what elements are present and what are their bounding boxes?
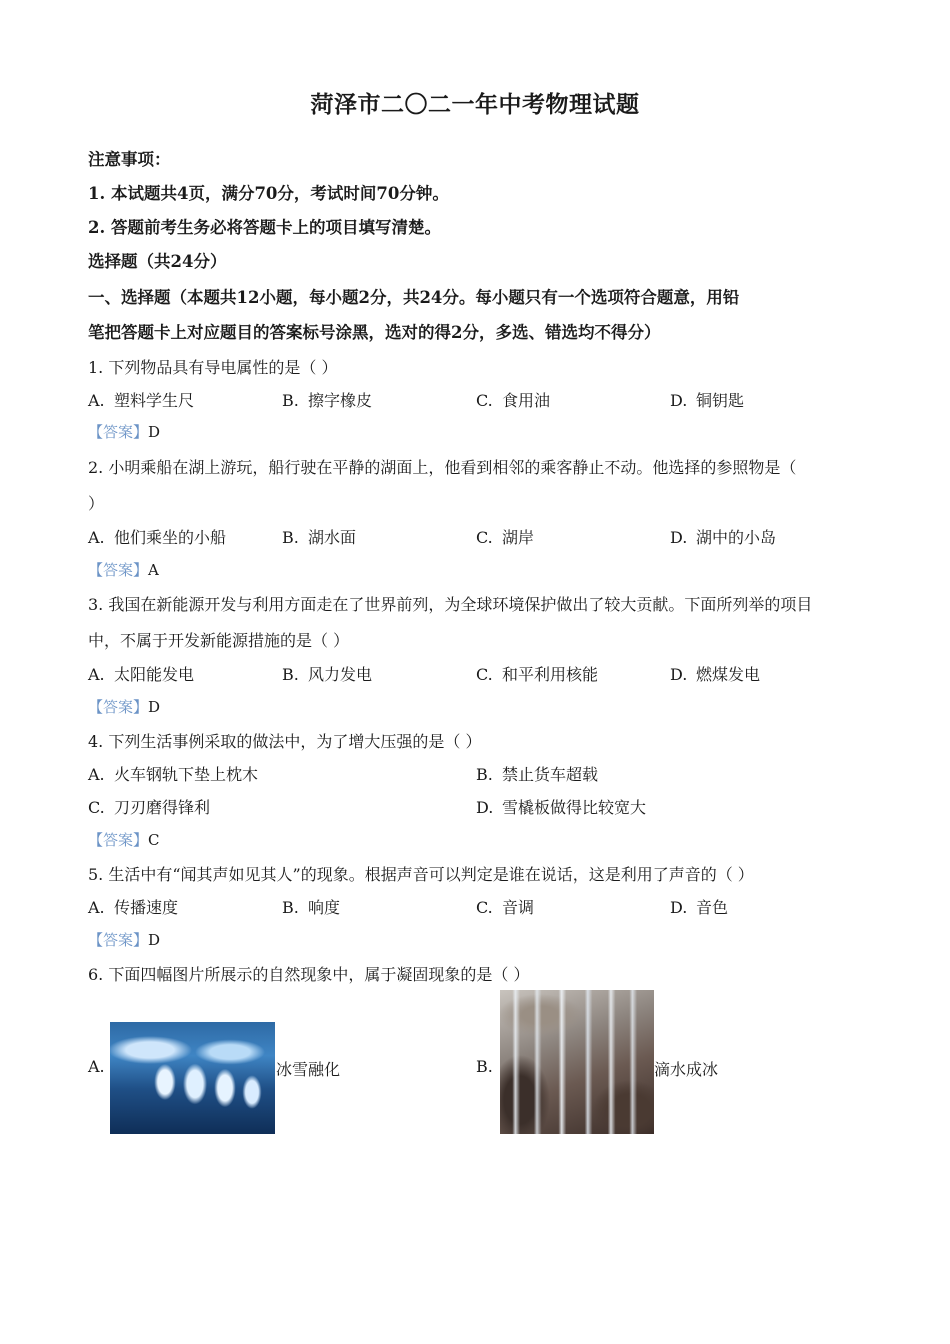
question-3-option-c: C. 和平利用核能 xyxy=(476,665,599,684)
page-title: 菏泽市二〇二一年中考物理试题 xyxy=(310,91,640,118)
section-instruction-line2: 笔把答题卡上对应题目的答案标号涂黑，选对的得2分，多选、错选均不得分） xyxy=(88,323,661,342)
question-1-option-b: B. 擦字橡皮 xyxy=(282,391,373,410)
question-4-option-a: A. 火车钢轨下垫上枕木 xyxy=(88,765,259,784)
section-instruction-line1: 一、选择题（本题共12小题，每小题2分，共24分。每小题只有一个选项符合题意，用铅 xyxy=(88,288,740,307)
question-2-answer: 【答案】A xyxy=(88,561,159,579)
question-5-answer: 【答案】D xyxy=(88,931,161,949)
section-heading: 选择题（共24分） xyxy=(88,252,227,271)
question-1-answer: 【答案】D xyxy=(88,423,161,441)
question-1-option-a: A. 塑料学生尺 xyxy=(88,391,195,410)
question-4-option-b: B. 禁止货车超载 xyxy=(476,765,599,784)
question-5-option-a: A. 传播速度 xyxy=(88,898,179,917)
question-6-option-b-photo xyxy=(500,990,654,1134)
question-6-option-b-label: B. xyxy=(476,1057,493,1076)
question-3-stem-line2: 中，不属于开发新能源措施的是（ ） xyxy=(88,631,350,650)
question-6-option-a-text: 冰雪融化 xyxy=(276,1060,341,1079)
question-2-option-c: C. 湖岸 xyxy=(476,528,535,547)
notice-item-2: 2. 答题前考生务必将答题卡上的项目填写清楚。 xyxy=(88,218,441,237)
question-5-option-b: B. 响度 xyxy=(282,898,341,917)
question-5-option-d: D. 音色 xyxy=(670,898,729,917)
notice-heading: 注意事项： xyxy=(88,150,171,169)
notice-item-1: 1. 本试题共4页，满分70分，考试时间70分钟。 xyxy=(88,184,449,203)
question-2-option-a: A. 他们乘坐的小船 xyxy=(88,528,227,547)
question-3-option-a: A. 太阳能发电 xyxy=(88,665,195,684)
question-4-stem: 4. 下列生活事例采取的做法中，为了增大压强的是（ ） xyxy=(88,732,482,751)
question-3-answer: 【答案】D xyxy=(88,698,161,716)
question-3-option-d: D. 燃煤发电 xyxy=(670,665,761,684)
question-2-option-b: B. 湖水面 xyxy=(282,528,357,547)
question-1-stem: 1. 下列物品具有导电属性的是（ ） xyxy=(88,358,338,377)
question-5-option-c: C. 音调 xyxy=(476,898,535,917)
question-1-option-c: C. 食用油 xyxy=(476,391,551,410)
question-4-answer: 【答案】C xyxy=(88,831,160,849)
question-1-option-d: D. 铜钥匙 xyxy=(670,391,745,410)
question-2-option-d: D. 湖中的小岛 xyxy=(670,528,777,547)
question-2-stem-line1: 2. 小明乘船在湖上游玩，船行驶在平静的湖面上，他看到相邻的乘客静止不动。他选择的参照物是（ xyxy=(88,458,797,477)
question-6-stem: 6. 下面四幅图片所展示的自然现象中，属于凝固现象的是（ ） xyxy=(88,965,530,984)
question-4-option-d: D. 雪橇板做得比较宽大 xyxy=(476,798,647,817)
question-6-option-a-photo xyxy=(110,1022,275,1134)
question-3-option-b: B. 风力发电 xyxy=(282,665,373,684)
question-3-stem-line1: 3. 我国在新能源开发与利用方面走在了世界前列，为全球环境保护做出了较大贡献。下面所列举的项目 xyxy=(88,595,813,614)
question-4-option-c: C. 刀刃磨得锋利 xyxy=(88,798,211,817)
question-6-option-b-text: 滴水成冰 xyxy=(654,1060,719,1079)
question-2-stem-line2: ） xyxy=(88,494,105,513)
question-5-stem: 5. 生活中有“闻其声如见其人”的现象。根据声音可以判定是谁在说话，这是利用了声音的（ ） xyxy=(88,865,754,884)
question-6-option-a-label: A. xyxy=(88,1057,105,1076)
